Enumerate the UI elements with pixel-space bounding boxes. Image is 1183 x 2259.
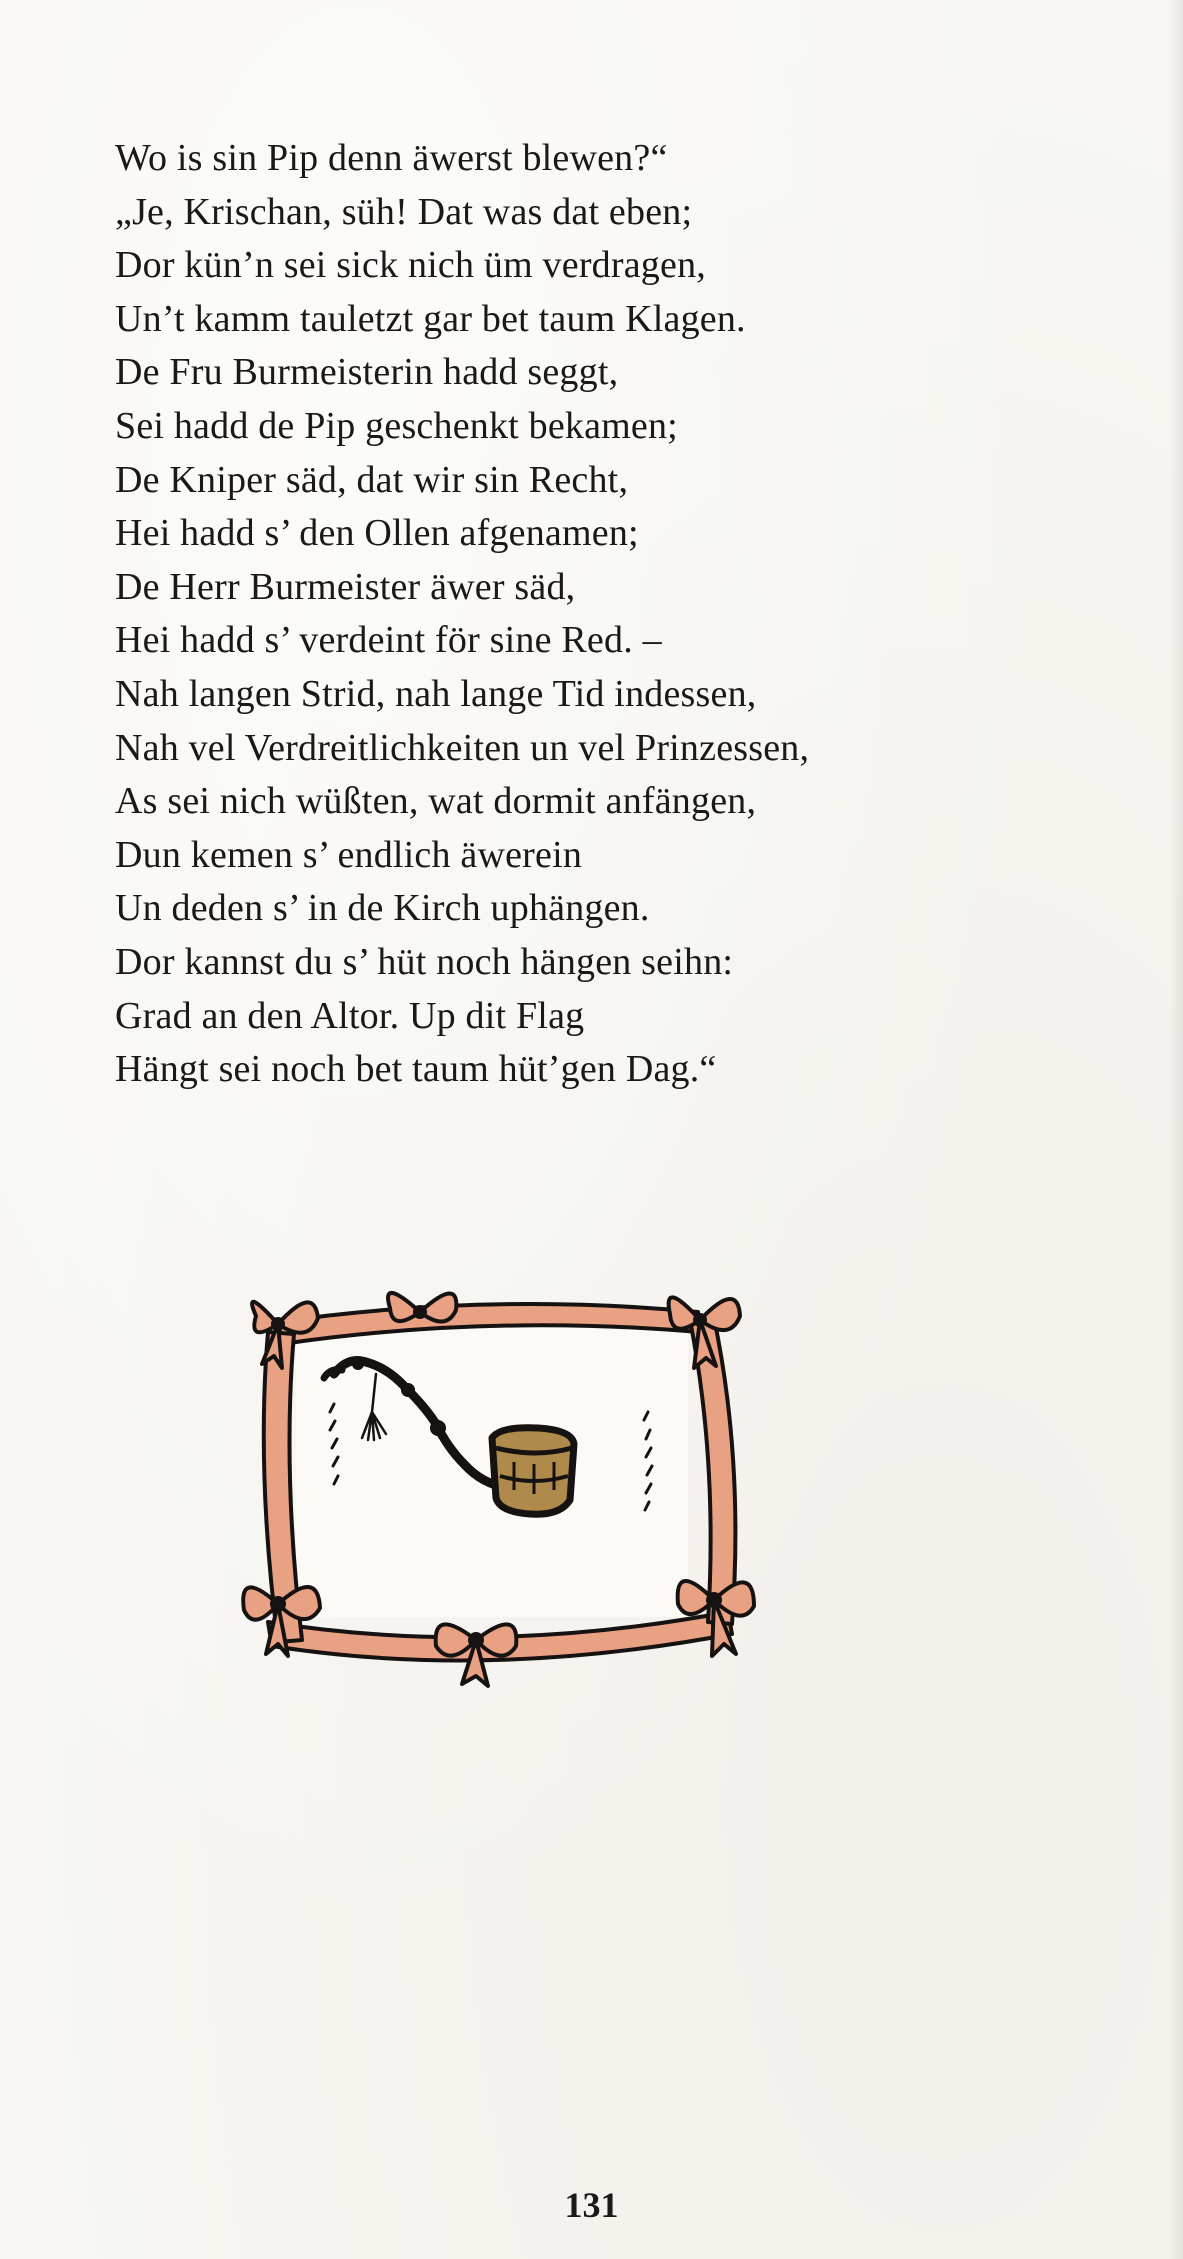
poem-line: As sei nich wüßten, wat dormit anfängen,: [115, 780, 757, 823]
poem-line: Sei hadd de Pip geschenkt bekamen;: [115, 404, 678, 447]
poem-text: [115, 132, 1115, 1097]
poem-line: Hei hadd s’ verdeint för sine Red. –: [115, 619, 662, 662]
poem-line: Un deden s’ in de Kirch uphängen.: [115, 887, 650, 930]
pipe-in-ribbon-frame-illustration: [238, 1262, 758, 1692]
poem-line: Hei hadd s’ den Ollen afgenamen;: [115, 512, 639, 555]
poem-line: Wo is sin Pip denn äwerst blewen?“: [115, 137, 668, 179]
poem-line: „Je, Krischan, süh! Dat was dat eben;: [115, 190, 693, 233]
poem-line: De Fru Burmeisterin hadd seggt,: [115, 351, 619, 394]
poem-line: Dor kün’n sei sick nich üm verdragen,: [115, 244, 706, 287]
poem-line: Nah langen Strid, nah lange Tid indessen,: [115, 672, 757, 715]
poem-line: Hängt sei noch bet taum hüt’gen Dag.“: [115, 1048, 717, 1091]
page-number: 131: [564, 2185, 619, 2225]
poem-line: De Herr Burmeister äwer säd,: [115, 565, 576, 608]
poem-line: Nah vel Verdreitlichkeiten un vel Prinzessen,: [115, 726, 810, 769]
poem-line: Un’t kamm tauletzt gar bet taum Klagen.: [115, 297, 746, 340]
poem-line: De Kniper säd, dat wir sin Recht,: [115, 458, 629, 501]
poem-line: Grad an den Altor. Up dit Flag: [115, 994, 585, 1037]
poem-line: Dun kemen s’ endlich äwerein: [115, 833, 583, 876]
page-edge-shadow: [1169, 0, 1183, 2259]
poem-line: Dor kannst du s’ hüt noch hängen seihn:: [115, 940, 734, 983]
